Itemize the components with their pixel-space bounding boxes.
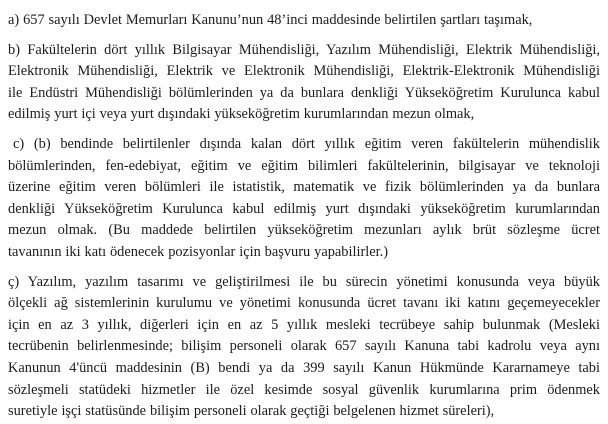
text-line: bölümlerinden, fen-edebiyat, eğitim ve eğitim bilimleri fakültelerinin, bilgisayar ve teknoloji	[8, 157, 600, 174]
text-line: a) 657 sayılı Devlet Memurları Kanunu’nun 48’inci maddesinde belirtilen şartları taşımak,	[8, 12, 533, 28]
text-line: üzerine eğitim veren bölümleri ile istatistik, matematik ve fizik bölümlerinden ya da bunlara	[8, 179, 600, 196]
paragraph-c	[8, 134, 600, 264]
text-line: edilmiş yurt içi veya yurt dışındaki yükseköğretim kurumlarından mezun olmak,	[8, 106, 475, 123]
text-line: denkliği Yükseköğretim Kurulunca kabul edilmiş yurt dışındaki yükseköğretim kurumlarından	[8, 200, 600, 217]
text-line: b) Fakültelerin dört yıllık Bilgisayar Mühendisliği, Yazılım Mühendisliği, Elektrik Mühendisliği,	[8, 41, 600, 58]
paragraph-a	[8, 10, 600, 32]
text-line: tecrübenin belirlenmesinde; bilişim personeli olarak 657 sayılı Kanuna tabi kadrolu veya aynı	[8, 338, 600, 355]
text-line: sözleşmeli statüdeki hizmetler ile özel kesimde sosyal güvenlik kurumlarına prim ödenmek	[8, 381, 600, 398]
text-line: için en az 3 yıllık, diğerleri için en az 5 yıllık mesleki tecrübeye sahip bulunmak (Mesleki	[8, 316, 600, 333]
text-line: c) (b) bendinde belirtilenler dışında kalan dört yıllık eğitim veren fakültelerin mühendislik	[13, 135, 600, 152]
text-line: mezun olmak. (Bu maddede belirtilen yükseköğretim mezunları aylık brüt sözleşme ücret	[8, 222, 600, 239]
text-line: ç) Yazılım, yazılım tasarımı ve geliştirilmesi ile bu sürecin yönetimi konusunda veya büyük	[8, 273, 600, 290]
text-line: suretiyle işçi statüsünde bilişim personeli olarak geçtiği belgelenen hizmet süreleri),	[8, 403, 495, 420]
paragraph-ç	[8, 272, 600, 423]
paragraph-b	[8, 40, 600, 126]
text-line: tavanının iki katı ödenecek pozisyonlar için başvuru yapabilirler.)	[8, 243, 389, 260]
text-line: Elektronik Mühendisliği, Elektrik ve Elektronik Mühendisliği, Elektrik-Elektronik Mühendisliği	[8, 63, 600, 80]
text-line: ölçekli ağ sistemlerinin kurulumu ve yönetimi konusunda ücret tavanı iki katını geçemeyecekler	[8, 295, 600, 312]
text-line: ile Endüstri Mühendisliği bölümlerinden ya da bunlara denkliği Yükseköğretim Kurulunca kabul	[8, 84, 600, 101]
text-line: Kanunun 4'üncü maddesinin (B) bendi ya da 399 sayılı Kanun Hükmünde Kararnameye tabi	[8, 359, 600, 376]
